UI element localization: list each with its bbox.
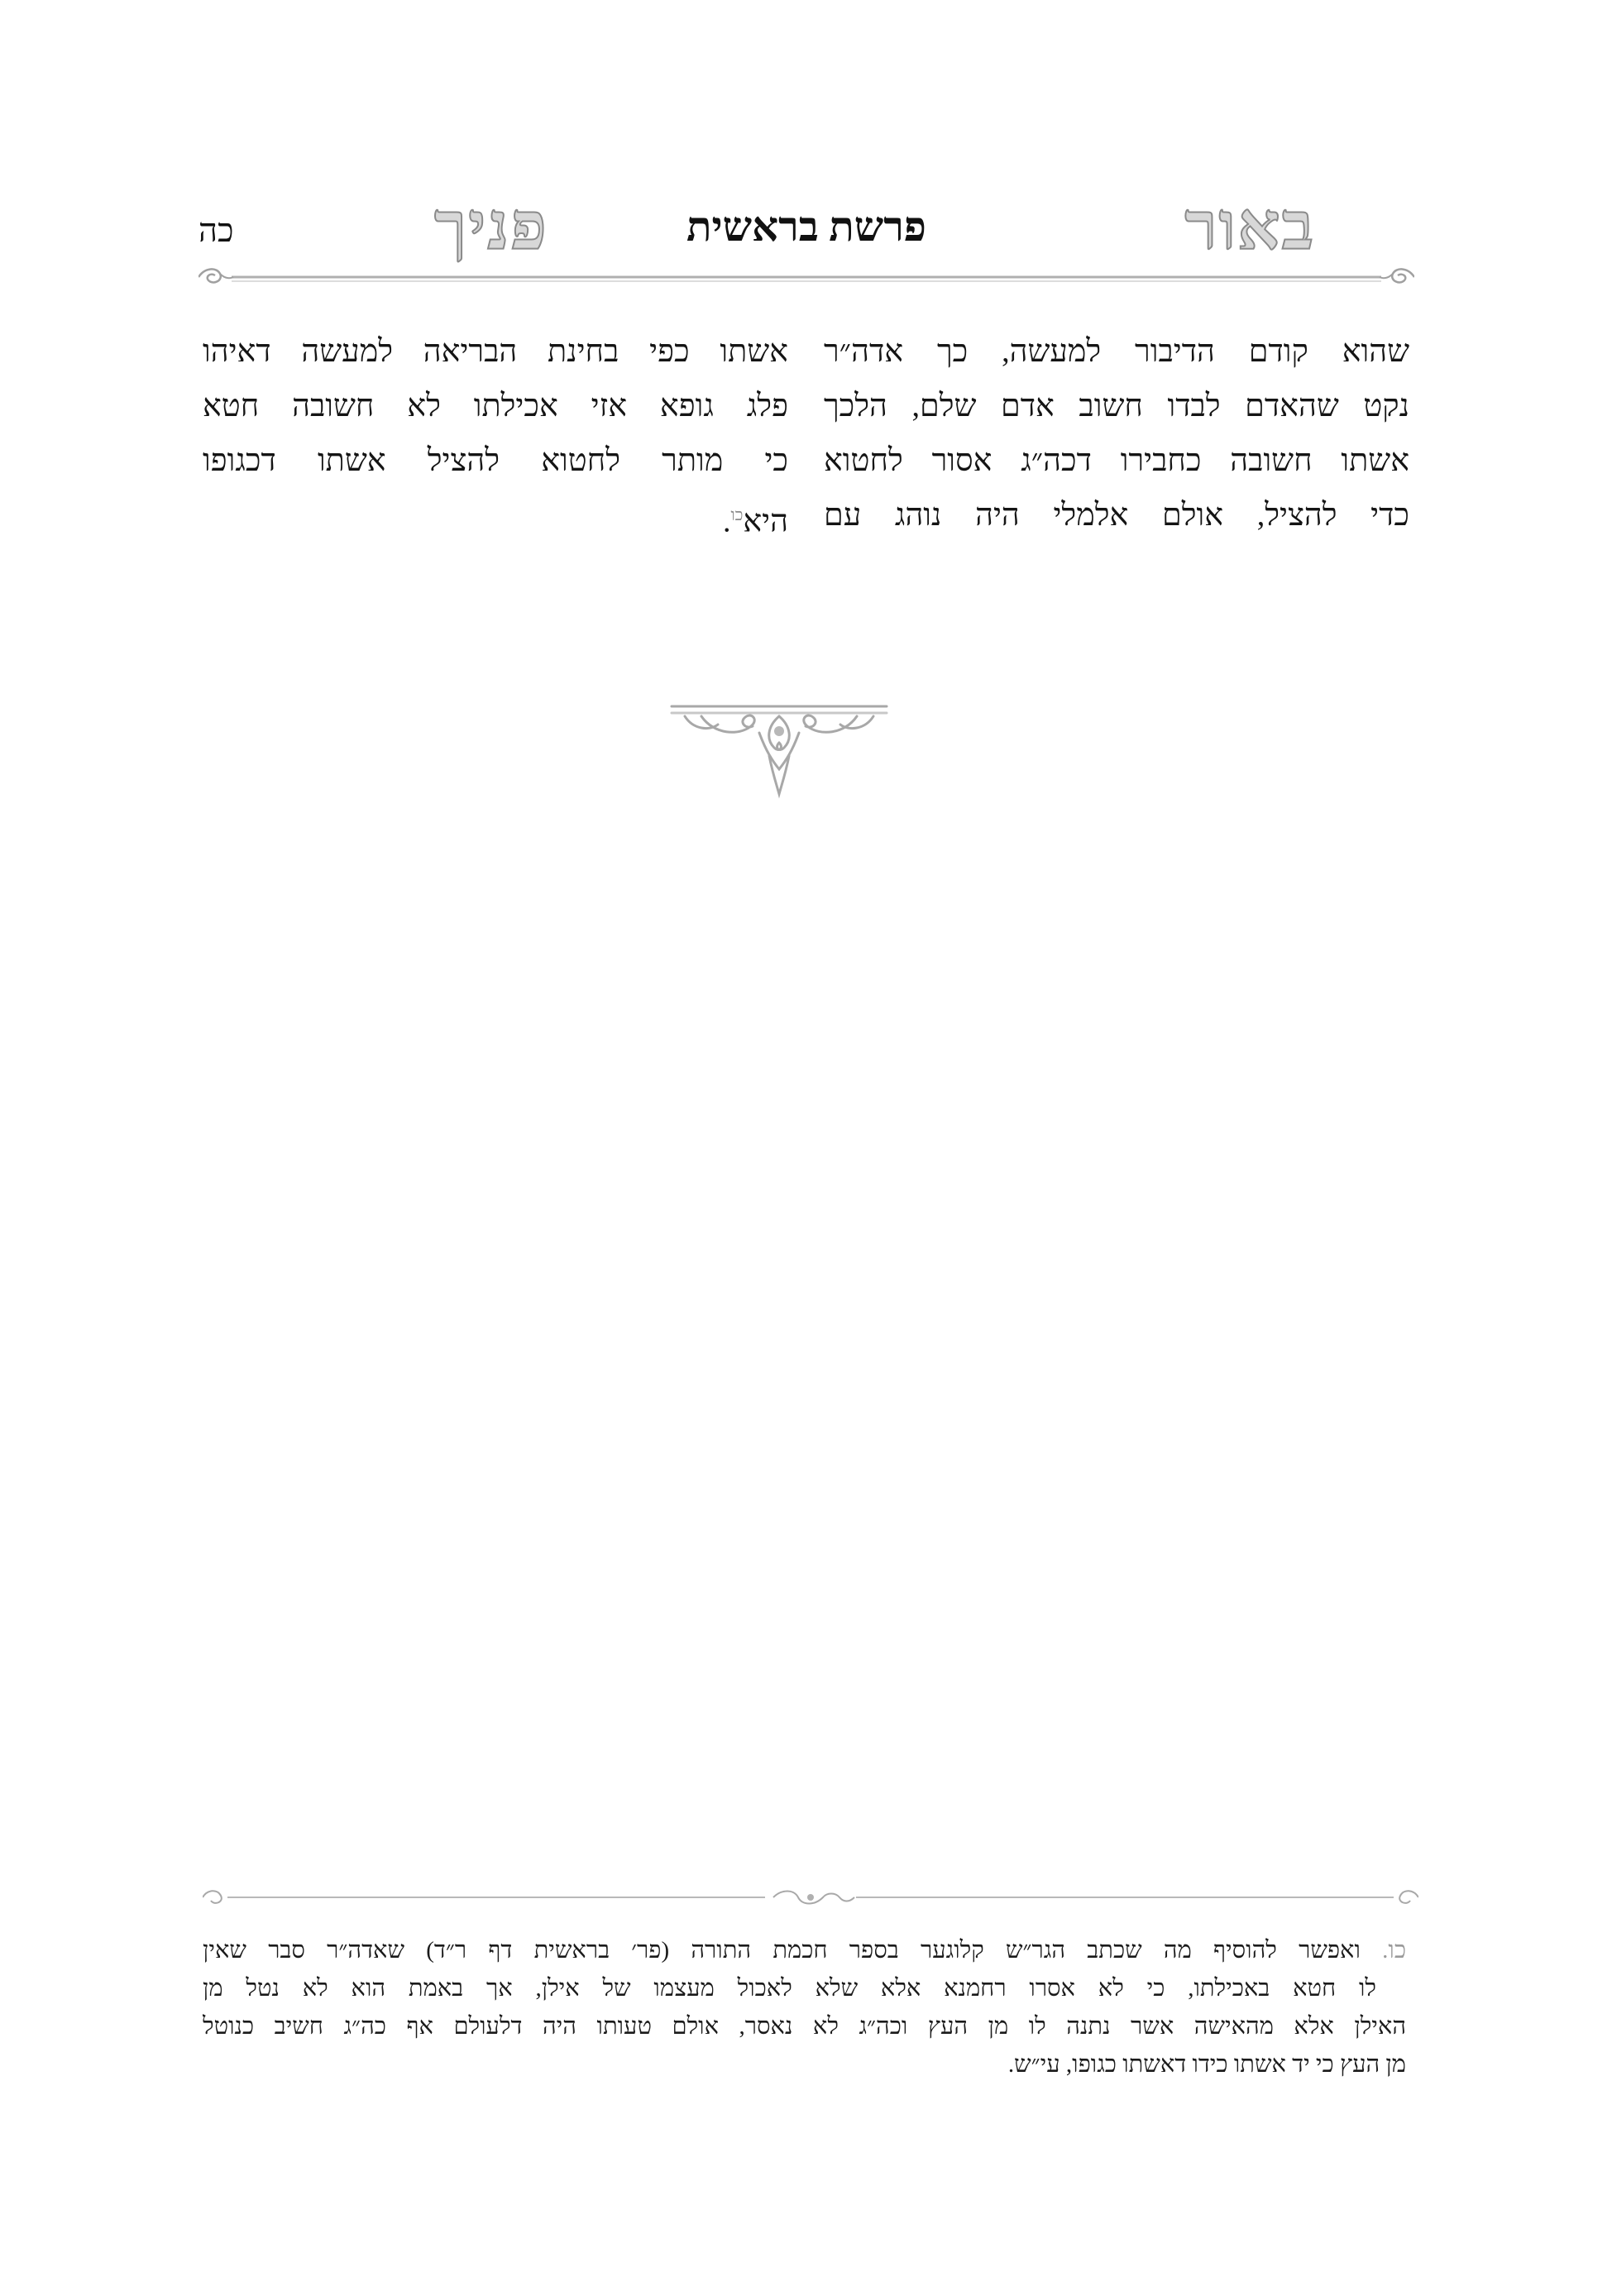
body-column-left: [203, 324, 788, 543]
body-line: אשתו חשובה כחבירו דכה״ג אסור לחטוא: [824, 443, 1409, 478]
footnote-text: ואפשר להוסיף מה שכתב הגר״ש קלוגער בספר חכמת התורה (פר׳ בראשית דף ר״ד) שאדה״ר סבר שאין: [203, 1937, 1361, 1964]
footnote-line: לו חטא באכילתו, כי לא אסרו רחמנא אלא שלא לאכול מעצמו של אילן, אך באמת הוא לא נטל מן: [203, 1975, 1376, 2002]
body-column-right: [824, 324, 1409, 543]
footnote-line: מן העץ כי יד אשתו כידו דאשתו כגופו, עי״ש.: [1007, 2051, 1406, 2078]
footnotes: [203, 1931, 1406, 2083]
body-line-last: [203, 488, 788, 543]
header-ornamental-rule-icon: [199, 267, 1414, 287]
body-line: פלג גופא אזי אכילתו לא חשובה חטא: [203, 389, 788, 423]
body-last-text: היא: [743, 504, 788, 539]
body-line: נקט שהאדם לבדו חשוב אדם שלם, הלכך: [824, 389, 1409, 423]
body-line: כדי להציל, אולם אלמלי היה נוהג עם: [824, 498, 1409, 533]
running-header: [199, 178, 1414, 285]
header-title-left: פניך: [434, 191, 548, 264]
footnote-reference[interactable]: כו: [730, 506, 744, 524]
footnote-ornamental-rule-icon: [203, 1887, 1418, 1907]
body-line: כי מותר לחטוא להציל אשתו דכגופו: [203, 443, 788, 478]
page-number: כה: [199, 212, 234, 249]
footnote-line: [203, 1931, 1406, 1969]
body-last-punct: .: [722, 504, 731, 539]
body-line: אשתו כפי בחינת הבריאה למעשה דאיהו: [203, 334, 788, 369]
ornament-divider-icon: [668, 693, 890, 802]
footnote-number: כו.: [1382, 1937, 1406, 1964]
footnote-line: האילן אלא מהאישה אשר נתנה לו מן העץ וכה״ג לא נאסר, אולם טעותו היה דלעולם אף כה״ג חשיב כנוטל: [203, 2013, 1406, 2040]
header-title-right: באור: [1184, 191, 1315, 264]
header-section-title: פרשת בראשית: [686, 203, 926, 250]
body-line: שהוא קודם הדיבור למעשה, כך אדה״ר: [824, 334, 1409, 369]
